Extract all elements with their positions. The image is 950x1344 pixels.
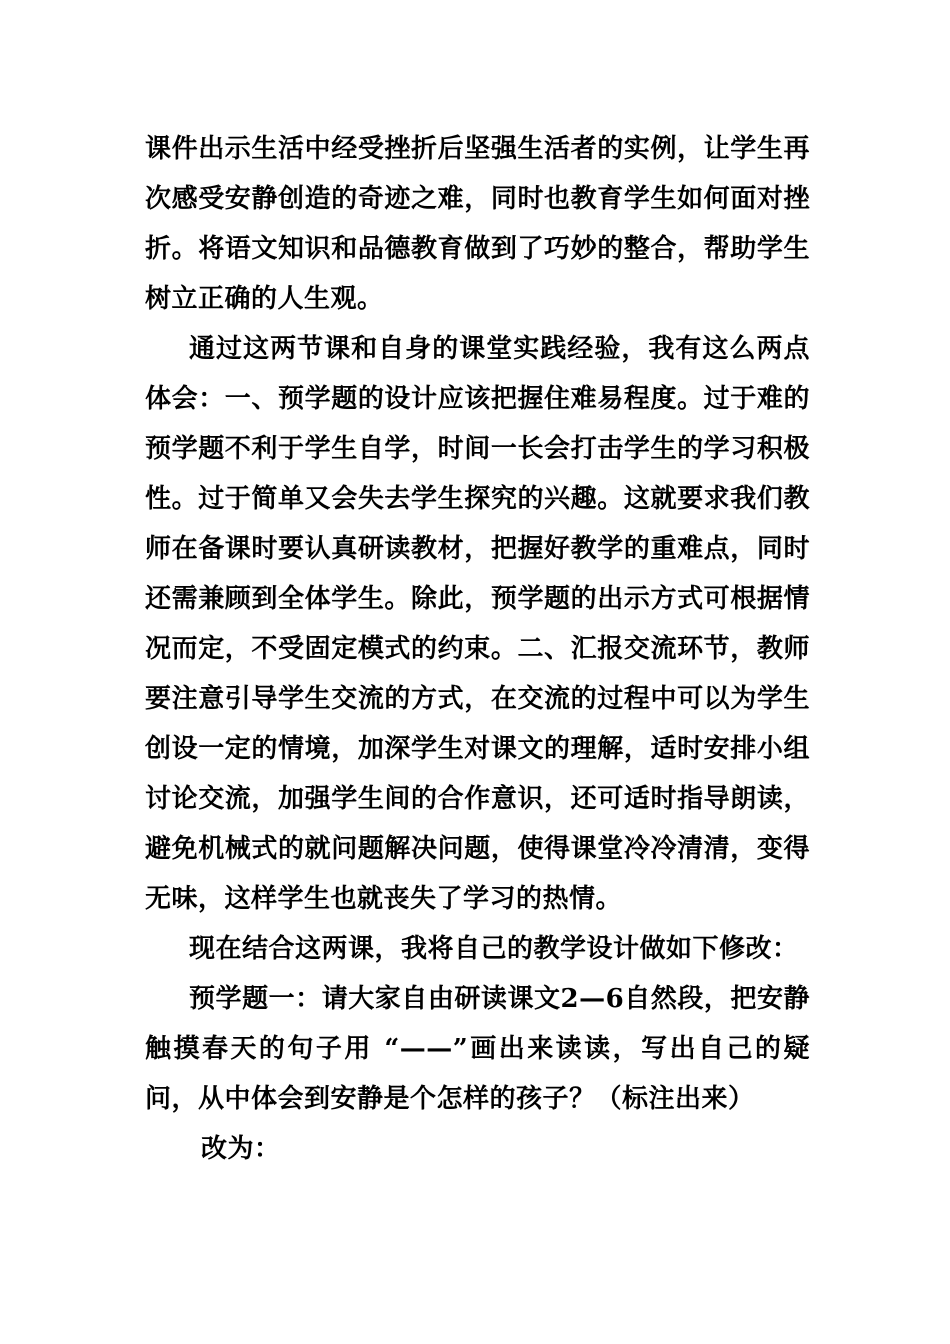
paragraph-case-example: 课件出示生活中经受挫折后坚强生活者的实例，让学生再次感受安静创造的奇迹之难，同时也教育学生如何面对挫折。将语文知识和品德教育做到了巧妙的整合，帮助学生树立正确的人生观。 bbox=[145, 134, 810, 314]
paragraph-reflection: 通过这两节课和自身的课堂实践经验，我有这么两点体会：一、预学题的设计应该把握住难易程度。过于难的预学题不利于学生自学，时间一长会打击学生的学习积极性。过于简单又会失去学生探究的兴趣。这就要求我们教师在备课时要认真研读教材，把握好教学的重难点，同时还需兼顾到全体学生。除此，预学题的出示方式可根据情况而定，不受固定模式的约束。二、汇报交流环节，教师要注意引导学生交流的方式，在交流的过程中可以为学生创设一定的情境，加深学生对课文的理解，适时安排小组讨论交流，加强学生间的合作意识，还可适时指导朗读，避免机械式的就问题解决问题，使得课堂冷冷清清，变得无味，这样学生也就丧失了学习的热情。 bbox=[145, 334, 810, 914]
paragraph-prestudy-question-one: 预学题一：请大家自由研读课文2—6自然段，把安静触摸春天的句子用 “——”画出来读读，写出自己的疑问，从中体会到安静是个怎样的孩子？（标注出来） bbox=[145, 984, 810, 1114]
document-body bbox=[145, 124, 810, 1174]
paragraph-change-to: 改为： bbox=[201, 1134, 281, 1164]
paragraph-revision-intro: 现在结合这两课，我将自己的教学设计做如下修改： bbox=[189, 934, 799, 964]
